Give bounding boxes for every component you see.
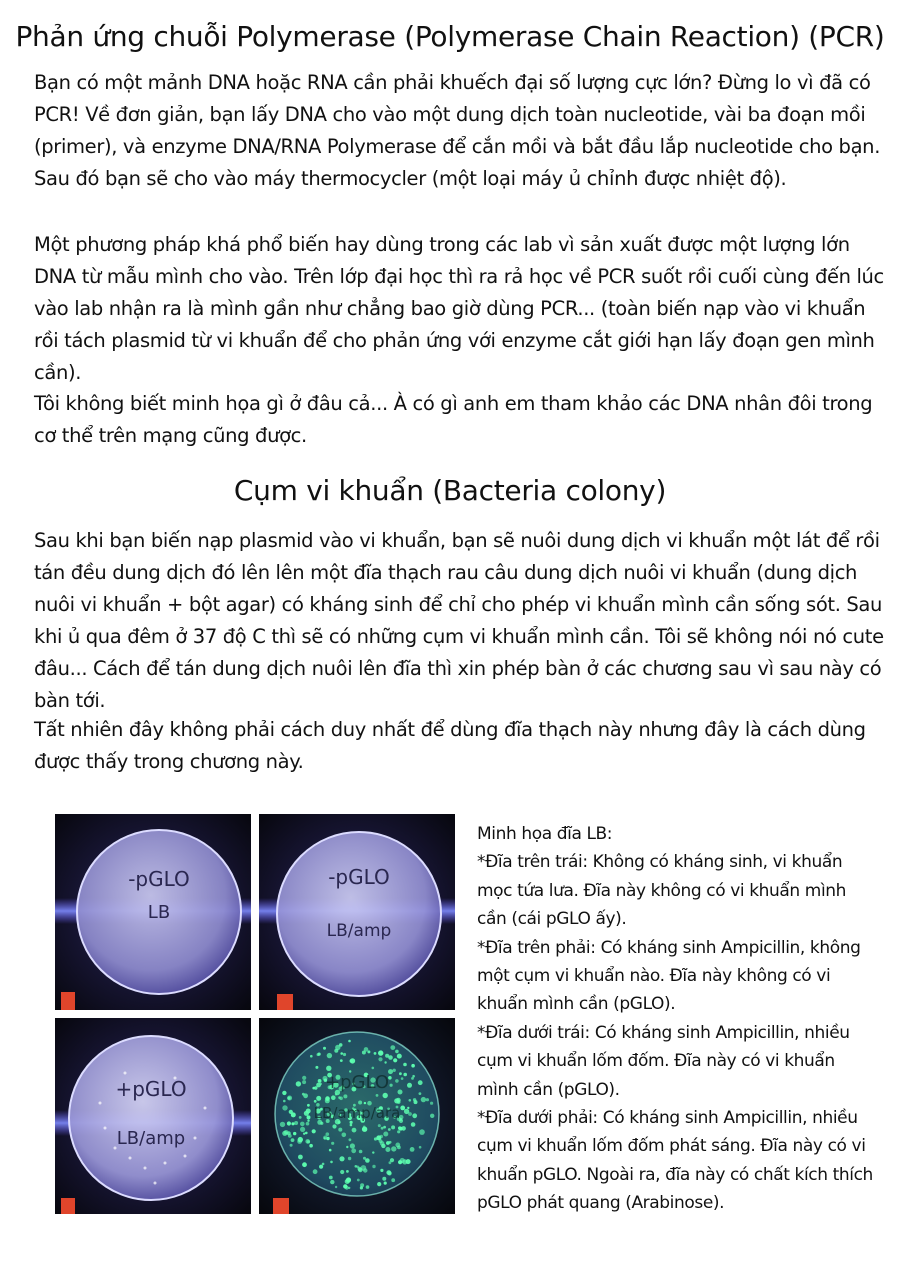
paragraph-colony-procedure: Sau khi bạn biến nạp plasmid vào vi khuẩn, bạn sẽ nuôi dung dịch vi khuẩn một lát để rồi tán đều dung dịch đó lên lên một đĩa thạch rau câu dung dịch nuôi vi khuẩn (dung dịch nuôi vi khuẩn + bột agar) có kháng sinh để chỉ cho phép vi khuẩn mình cần sống sót. Sau khi ủ qua đêm ở 37 độ C thì sẽ có những cụm vi khuẩn mình cần. Tôi sẽ không nói nó cute đâu... Cách để tán dung dịch nuôi lên đĩa thì xin phép bàn ở các chương sau vì sau này có bàn tới. xyxy=(34,529,884,712)
caption-item-bottom-right: *Đĩa dưới phải: Có kháng sinh Ampicillin, nhiều cụm vi khuẩn lốm đốm phát sáng. Đĩa này có vi khuẩn pGLO. Ngoài ra, đĩa này có chất kích thích pGLO phát quang (Arabinose). xyxy=(477,1108,873,1214)
plate-label-line1: +pGLO xyxy=(324,1072,390,1093)
plate-label-line1: -pGLO xyxy=(328,865,390,889)
section-title-pcr: Phản ứng chuỗi Polymerase (Polymerase Chain Reaction) (PCR) xyxy=(15,20,885,53)
plate-caption xyxy=(477,820,877,1218)
paragraph-pcr-note: Tôi không biết minh họa gì ở đâu cả... À có gì anh em tham khảo các DNA nhân đôi trong cơ thể trên mạng cũng được. xyxy=(34,392,873,447)
plate-label-line2: LB xyxy=(147,902,171,923)
plate-label-line1: -pGLO xyxy=(128,867,190,891)
plate-label-line2: LB/amp xyxy=(116,1128,186,1149)
agar-plate-photo-grid xyxy=(55,814,455,1214)
paragraph-colony-note: Tất nhiên đây không phải cách duy nhất để dùng đĩa thạch này nhưng đây là cách dùng được thấy trong chương này. xyxy=(34,718,866,773)
plate-label-line1: +pGLO xyxy=(115,1077,187,1101)
caption-item-top-left: *Đĩa trên trái: Không có kháng sinh, vi khuẩn mọc tứa lưa. Đĩa này không có vi khuẩn mình cần (cái pGLO ấy). xyxy=(477,852,847,930)
plate-label-line2: LB/amp/ara xyxy=(313,1104,401,1122)
plate-photo-top-right xyxy=(259,814,455,1010)
paragraph-pcr-lab: Một phương pháp khá phổ biến hay dùng trong các lab vì sản xuất được một lượng lớn DNA từ mẫu mình cho vào. Trên lớp đại học thì ra rả học về PCR suốt rồi cuối cùng đến lúc vào lab nhận ra là mình gần như chẳng bao giờ dùng PCR... (toàn biến nạp vào vi khuẩn rồi tách plasmid từ vi khuẩn để cho phản ứng với enzyme cắt giới hạn lấy đoạn gen mình cần). xyxy=(34,233,884,384)
section-title-bacteria-colony: Cụm vi khuẩn (Bacteria colony) xyxy=(233,474,667,507)
plate-photo-top-left xyxy=(55,814,251,1010)
caption-heading: Minh họa đĩa LB: xyxy=(477,824,613,844)
caption-item-top-right: *Đĩa trên phải: Có kháng sinh Ampicillin, không một cụm vi khuẩn nào. Đĩa này không có vi khuẩn mình cần (pGLO). xyxy=(477,937,861,1015)
plate-label-line2: LB/amp xyxy=(326,921,392,941)
caption-item-bottom-left: *Đĩa dưới trái: Có kháng sinh Ampicillin, nhiều cụm vi khuẩn lốm đốm. Đĩa này có vi khuẩn mình cần (pGLO). xyxy=(477,1022,850,1100)
plate-photo-bottom-left xyxy=(55,1018,251,1214)
paragraph-pcr-intro: Bạn có một mảnh DNA hoặc RNA cần phải khuếch đại số lượng cực lớn? Đừng lo vì đã có PCR! Về đơn giản, bạn lấy DNA cho vào một dung dịch toàn nucleotide, vài ba đoạn mồi (primer), và enzyme DNA/RNA Polymerase để cắn mồi và bắt đầu lắp nucleotide cho bạn. Sau đó bạn sẽ cho vào máy thermocycler (một loại máy ủ chỉnh được nhiệt độ). xyxy=(34,71,881,190)
plate-photo-bottom-right xyxy=(259,1018,455,1214)
